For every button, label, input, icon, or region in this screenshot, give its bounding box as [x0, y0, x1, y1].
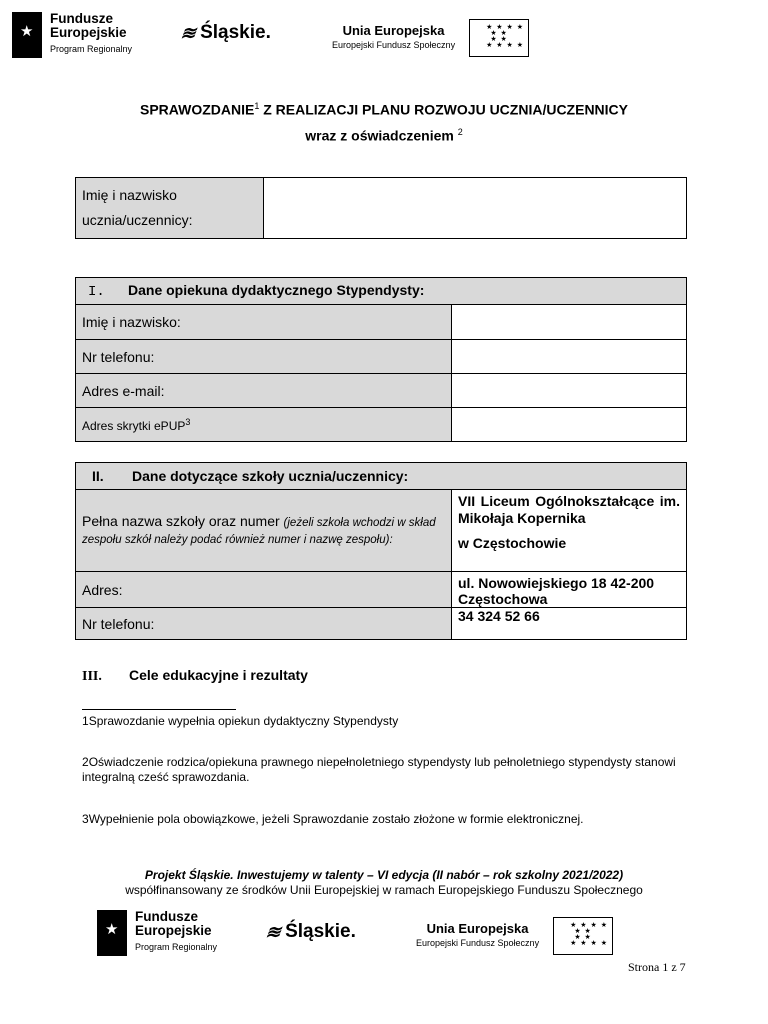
fundusze-europejskie-logo [12, 12, 132, 58]
guardian-epup-field[interactable] [452, 408, 687, 442]
school-address-field[interactable]: ul. Nowowiejskiego 18 42-200 Częstochowa [452, 572, 687, 608]
school-name-field[interactable]: VII Liceum Ogólnokształcące im. Mikołaja Kopernika w Częstochowie [452, 490, 687, 572]
footnote-1: 1Sprawozdanie wypełnia opiekun dydaktyczny Stypendysty [82, 714, 399, 728]
school-address-label: Adres: [76, 572, 452, 608]
school-name-label: Pełna nazwa szkoły oraz numer (jeżeli szkoła wchodzi w skład zespołu szkół należy podać również numer i nazwę zespołu): [76, 490, 452, 572]
fe-line3: Program Regionalny [50, 44, 133, 54]
guardian-phone-label: Nr telefonu: [76, 340, 452, 374]
school-phone-label: Nr telefonu: [76, 608, 452, 640]
footer-fe-logo: ★ Fundusze Europejskie Program Regionalny [97, 910, 217, 956]
slaskie-logo [178, 22, 271, 44]
student-name-field[interactable] [264, 178, 687, 239]
slaskie-text: Śląskie. [200, 22, 271, 43]
student-name-label: Imię i nazwisko ucznia/uczennicy: [76, 178, 264, 239]
section2-header: II. Dane dotyczące szkoły ucznia/uczennicy: [76, 463, 687, 490]
guardian-phone-field[interactable] [452, 340, 687, 374]
footer-eu-flag-icon: ★ ★ ★ ★ ★ ★ ★ ★ ★ ★ ★ ★ [553, 917, 613, 955]
guardian-email-label: Adres e-mail: [76, 374, 452, 408]
slaskie-stripes-icon: ≋ [178, 22, 198, 43]
ue-subtitle: Europejski Fundusz Społeczny [332, 40, 456, 50]
footer-cofinanced: współfinansowany ze środków Unii Europejskiej w ramach Europejskiego Funduszu Społecznego [125, 883, 643, 897]
footnote-2: 2Oświadczenie rodzica/opiekuna prawnego niepełnoletniego stypendysty lub pełnoletniego stypendysty stanowi integralną cześć sprawozdania. [82, 755, 676, 784]
section2-table [75, 462, 687, 640]
footer-project: Projekt Śląskie. Inwestujemy w talenty – VI edycja (II nabór – rok szkolny 2021/2022) [144, 868, 624, 882]
footnote-3: 3Wypełnienie pola obowiązkowe, jeżeli Sprawozdanie zostało złożone w formie elektronicznej. [82, 812, 584, 826]
footer-ue-logo: Unia Europejska Europejski Fundusz Społeczny ★ ★ ★ ★ ★ ★ ★ ★ ★ ★ ★ ★ [416, 917, 613, 955]
section1-header: I. Dane opiekuna dydaktycznego Stypendysty: [76, 278, 687, 305]
section3-heading: III. Cele edukacyjne i rezultaty [82, 667, 308, 684]
section1-table [75, 277, 687, 442]
guardian-name-field[interactable] [452, 305, 687, 340]
eu-flag-icon: ★ ★ ★ ★ ★ ★ ★ ★ ★ ★ ★ ★ [469, 19, 529, 57]
footnote-divider [82, 709, 236, 710]
ue-title: Unia Europejska [342, 23, 445, 38]
document-title: SPRAWOZDANIE$^1$ Z REALIZACJI PLANU ROZWOJU UCZNIA/UCZENNICY [139, 101, 629, 118]
footer-fe-star-icon [97, 910, 127, 956]
page-number: Strona 1 z 7 [628, 960, 686, 974]
fe-line1: Fundusze [50, 11, 113, 26]
guardian-epup-label: Adres skrytki ePUP$^3$ [76, 408, 452, 442]
student-table [75, 177, 687, 239]
ue-logo [332, 19, 529, 57]
footer-slaskie-stripes-icon: ≋ [263, 921, 283, 942]
guardian-email-field[interactable] [452, 374, 687, 408]
fe-star-icon [12, 12, 42, 58]
guardian-name-label: Imię i nazwisko: [76, 305, 452, 340]
fe-line2: Europejskie [50, 25, 127, 40]
footer-slaskie-logo: ≋ Śląskie. [263, 921, 356, 942]
document-subtitle: wraz z oświadczeniem $^2$ [305, 127, 463, 144]
school-phone-field[interactable]: 34 324 52 66 [452, 608, 687, 640]
